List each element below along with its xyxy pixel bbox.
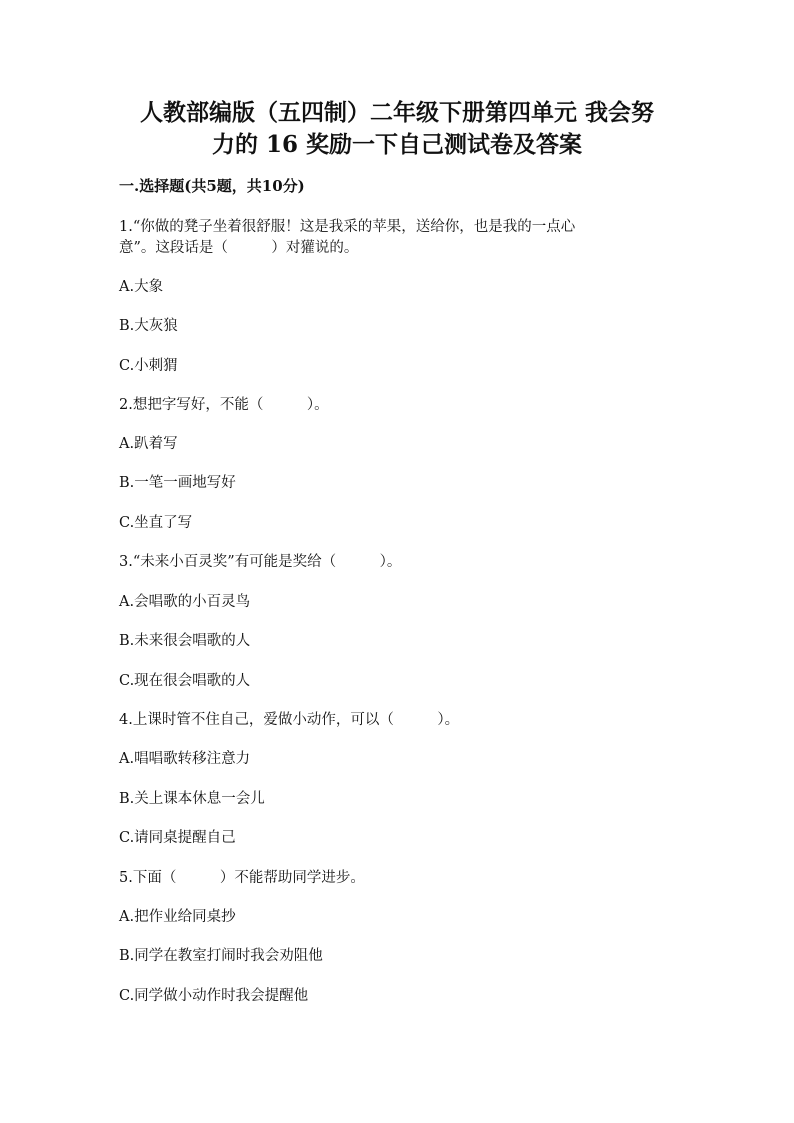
question-4-option-a: A.唱唱歌转移注意力 — [119, 751, 251, 767]
question-3-option-c: C.现在很会唱歌的人 — [119, 673, 251, 689]
question-3-stem: 3.“未来小百灵奖”有可能是奖给（ ）。 — [119, 554, 402, 570]
question-2-option-a: A.趴着写 — [119, 436, 178, 452]
question-4-option-c: C.请同桌提醒自己 — [119, 830, 236, 846]
question-5-stem: 5.下面（ ）不能帮助同学进步。 — [119, 870, 365, 886]
question-2-stem: 2.想把字写好，不能（ ）。 — [119, 397, 329, 413]
document-title-line-1: 人教部编版（五四制）二年级下册第四单元 我会努 — [139, 99, 654, 126]
question-1-stem-line-2: 意”。这段话是（ ）对獾说的。 — [119, 240, 359, 256]
document-title-line-2: 力的 16 奖励一下自己测试卷及答案 — [211, 131, 583, 158]
question-3-option-a: A.会唱歌的小百灵鸟 — [119, 594, 251, 610]
question-1-option-a: A.大象 — [119, 279, 164, 295]
question-1-option-b: B.大灰狼 — [119, 318, 178, 334]
question-4-stem: 4.上课时管不住自己，爱做小动作，可以（ ）。 — [119, 712, 460, 728]
question-5-option-a: A.把作业给同桌抄 — [119, 909, 236, 925]
question-2-option-b: B.一笔一画地写好 — [119, 475, 236, 491]
question-2-option-c: C.坐直了写 — [119, 515, 193, 531]
question-1-option-c: C.小刺猬 — [119, 358, 178, 374]
question-5-option-b: B.同学在教室打闹时我会劝阻他 — [119, 948, 323, 964]
section-heading: 一.选择题(共5题，共10分) — [119, 177, 305, 195]
question-5-option-c: C.同学做小动作时我会提醒他 — [119, 988, 309, 1004]
question-3-option-b: B.未来很会唱歌的人 — [119, 633, 251, 649]
question-1-stem-line-1: 1.“你做的凳子坐着很舒服！这是我采的苹果，送给你，也是我的一点心 — [119, 219, 576, 235]
question-4-option-b: B.关上课本休息一会儿 — [119, 791, 265, 807]
